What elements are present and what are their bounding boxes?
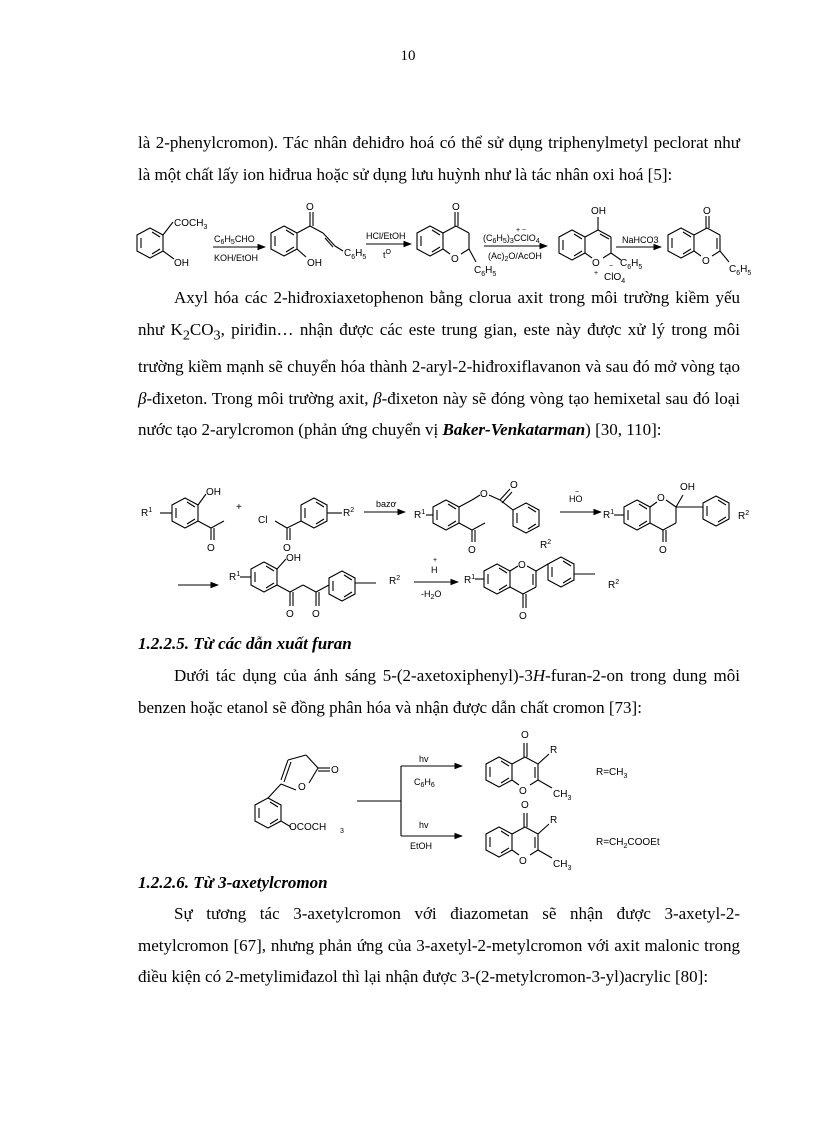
- svg-text:bazơ: bazơ: [376, 499, 397, 509]
- reaction-arrow-3: [483, 227, 547, 263]
- svg-text:KOH/EtOH: KOH/EtOH: [214, 253, 259, 263]
- svg-text:O: O: [521, 800, 529, 811]
- svg-text:O: O: [519, 786, 527, 797]
- reaction-arrow-acid: [414, 557, 458, 601]
- svg-text:H: H: [431, 565, 438, 575]
- svg-text:O: O: [657, 493, 665, 504]
- svg-text:-H2O: $-H_2O$: [421, 589, 442, 601]
- svg-text:R2: $R^2$: [540, 539, 552, 551]
- svg-text:OH: OH: [307, 258, 322, 269]
- svg-text:hv: hv: [419, 820, 429, 830]
- svg-text:C6H5: $C_6H_5$: [344, 248, 367, 261]
- svg-text:R2: $R^2$: [343, 507, 355, 519]
- svg-text:R1: $R^1$: [141, 507, 153, 519]
- svg-text:CH3: $CH_3$: [553, 789, 572, 802]
- svg-text:R2: $R^2$: [389, 575, 401, 587]
- svg-text:3: 3: [340, 828, 344, 835]
- svg-text:hv: hv: [419, 754, 429, 764]
- svg-text:O: O: [480, 489, 488, 500]
- svg-text:O: O: [510, 480, 518, 491]
- svg-text:C6H6: $C_6H_6$: [414, 777, 435, 789]
- page-number: 10: [400, 48, 416, 64]
- svg-text:O: O: [702, 256, 710, 267]
- compound-aroyl-chloride: [258, 498, 354, 554]
- svg-text:R2: $R^2$: [738, 510, 750, 522]
- paragraph-intro: là 2-phenylcromon). Tác nhân đehiđro hoá có thể sử dụng triphenylmetyl peclorat như là một chất lấy ion hiđrua hoặc sử dụng lưu huỳnh như là tác nhân oxi hoá [5]:: [138, 133, 740, 184]
- reaction-arrow-1: [213, 234, 265, 263]
- svg-text:Cl: Cl: [258, 515, 268, 526]
- paragraph-furan: Dưới tác dụng của ánh sáng 5-(2-axetoxiphenyl)-3H-furan-2-on trong dung môi benzen hoặc etanol sẽ đồng phân hóa và nhận được dẫn chất cromon [73]:: [138, 666, 740, 717]
- svg-text:O: O: [451, 254, 459, 265]
- svg-text:+: +: [236, 502, 242, 513]
- svg-text:NaHCO3: NaHCO3: [622, 235, 659, 245]
- svg-text:R=CH3: $R=CH_3$: [596, 767, 628, 780]
- svg-text:O: O: [207, 543, 215, 554]
- svg-text:O: O: [452, 202, 460, 213]
- svg-text:OH: OH: [680, 482, 695, 493]
- paragraph-acetylchromone: Sự tương tác 3-axetylcromon với điazometan sẽ nhận được 3-axetyl-2-metylcromon [67], nhưng phản ứng của 3-axetyl-2-metylcromon với axit malonic trong điều kiện có 2-metylimiđazol thì lại nhận được 3-(2-metylcromon-3-yl)acrylic [80]:: [138, 904, 740, 986]
- svg-text:O: O: [659, 545, 667, 556]
- svg-text:C6H5: $C_6H_5$: [729, 264, 752, 277]
- svg-text:O: O: [306, 202, 314, 213]
- compound-beta-diketone: [229, 553, 400, 620]
- svg-text:HCl/EtOH: HCl/EtOH: [366, 231, 406, 241]
- svg-text:COCH3: $COCH_3$: [174, 218, 208, 231]
- compound-furanone: [255, 755, 344, 835]
- svg-text:OH: OH: [174, 258, 189, 269]
- compound-chromone-product-2: [486, 800, 571, 872]
- svg-text:OH: OH: [206, 487, 221, 498]
- compound-hydroxyflavanone: [603, 482, 749, 556]
- svg-text:(Ac)2O/AcOH: $(Ac)_2O$/AcOH: [488, 251, 542, 263]
- compound-aryl-ester: [414, 480, 551, 556]
- compound-chalcone: [271, 202, 366, 269]
- compound-r1-hydroxyacetophenone: [141, 487, 224, 554]
- svg-text:R1: $R^1$: [414, 509, 426, 521]
- svg-text:O: O: [283, 543, 291, 554]
- compound-flavylium-salt: [559, 206, 642, 285]
- svg-text:ClO4: ClO$_4$: [604, 272, 626, 285]
- svg-text:C6H5: $C_6H_5$: [474, 265, 497, 278]
- section-heading-acetylchromone: 1.2.2.6. Từ 3-axetylcromon: [138, 873, 328, 892]
- svg-text:R: R: [550, 815, 558, 826]
- svg-text:O: O: [312, 609, 320, 620]
- svg-text:OH: OH: [286, 553, 301, 564]
- svg-text:O: O: [519, 856, 527, 867]
- svg-text:C6H5CHO: $C_6H_5CHO$: [214, 234, 255, 246]
- svg-text:O: O: [468, 545, 476, 556]
- svg-text:O: O: [519, 611, 527, 622]
- svg-text:C6H5: $C_6H_5$: [620, 258, 643, 271]
- svg-text:R1: $R^1$: [464, 574, 476, 586]
- reaction-scheme-baker-venkataraman: [141, 480, 749, 622]
- compound-2-arylchromone: [464, 557, 619, 622]
- reaction-scheme-photochemical: [255, 730, 660, 872]
- reaction-arrow-base: [364, 499, 405, 512]
- svg-text:−: −: [575, 489, 580, 496]
- svg-text:O: O: [331, 765, 339, 776]
- compound-flavone: [668, 206, 751, 277]
- svg-text:O: O: [286, 609, 294, 620]
- reaction-arrow-2: [366, 231, 411, 260]
- svg-text:(C6H5)3CClO4: $(C_6H_5)_3CClO_4$: [483, 233, 540, 245]
- svg-text:tO: $t^O$: [383, 249, 391, 260]
- svg-text:+ −: + −: [516, 227, 527, 234]
- svg-text:CH3: $CH_3$: [553, 859, 572, 872]
- paragraph-baker-venkataraman: Axyl hóa các 2-hiđroxiaxetophenon bằng clorua axit trong môi trường kiềm yếu như $K_2CO_3$, piriđin… nhận được các este trung gian, este này được xử lý trong môi trường kiềm mạnh sẽ chuyển hóa thành 2-aryl-2-hiđroxiflavanon và sau đó mở vòng tạo β-đixeton. Trong môi trường axit, β-đixeton này sẽ đóng vòng tạo hemixetal sau đó loại nước tạo 2-arylcromon (phản ứng chuyển vị Baker-Venkatarman) [30, 110]:: [138, 288, 740, 440]
- svg-text:R2: $R^2$: [608, 579, 620, 591]
- svg-text:−: −: [609, 263, 614, 270]
- section-heading-furan: 1.2.2.5. Từ các dẫn xuất furan: [138, 634, 352, 653]
- svg-text:O: O: [518, 560, 526, 571]
- reaction-arrow-hydroxide: [560, 489, 601, 512]
- svg-text:R=CH2COOEt: $R=CH_2COOEt$: [596, 837, 660, 850]
- svg-text:OH: OH: [591, 206, 606, 217]
- svg-text:R1: $R^1$: [229, 571, 241, 583]
- svg-text:OCOCH: OCOCH: [289, 822, 327, 833]
- reaction-arrow-4: [616, 235, 661, 247]
- svg-text:O: O: [521, 730, 529, 741]
- svg-text:HO: HO: [569, 494, 583, 504]
- svg-text:O: O: [592, 258, 600, 269]
- svg-text:+: +: [594, 270, 599, 277]
- svg-text:+: +: [433, 557, 438, 564]
- svg-text:R1: $R^1$: [603, 509, 615, 521]
- svg-text:O: O: [703, 206, 711, 217]
- svg-text:R: R: [550, 745, 558, 756]
- svg-text:O: O: [298, 782, 306, 793]
- compound-hydroxyacetophenone: [137, 218, 207, 269]
- compound-chromone-product-1: [486, 730, 571, 802]
- svg-text:EtOH: EtOH: [410, 841, 433, 851]
